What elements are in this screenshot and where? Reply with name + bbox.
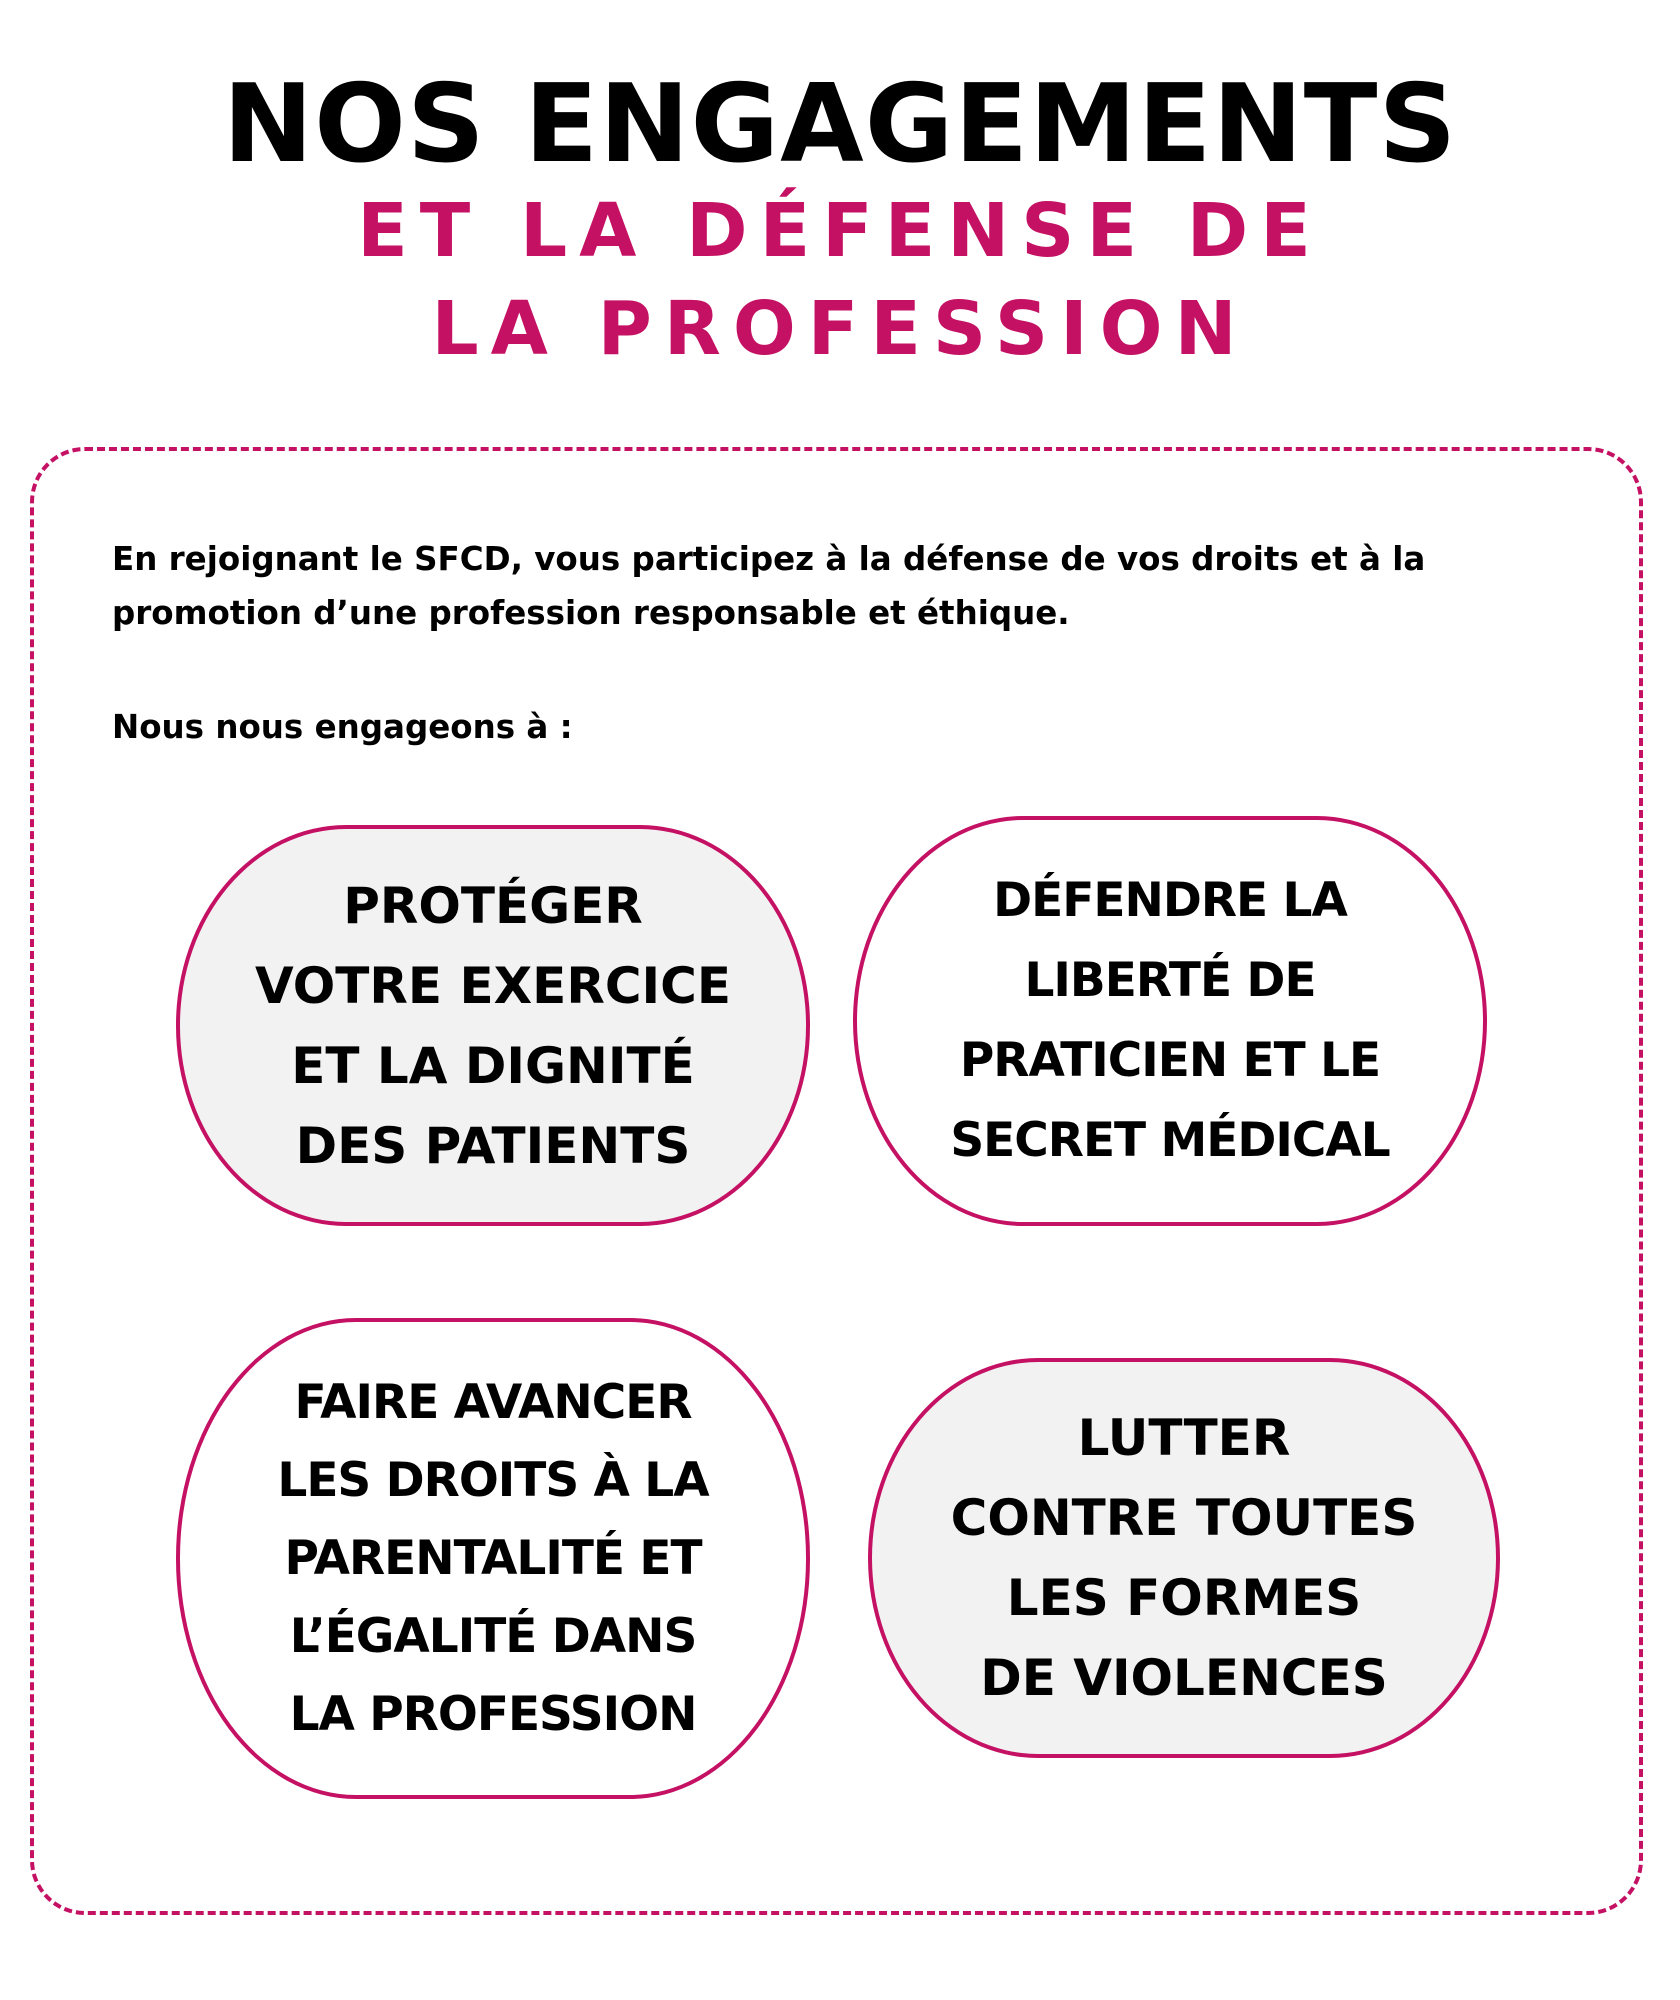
commitment-parenthood-rights <box>176 1318 810 1799</box>
commitments-lead: Nous nous engageons à : <box>112 708 573 746</box>
commitment-protect-practice <box>176 825 810 1226</box>
commitment-text: FAIRE AVANCER LES DROITS À LA PARENTALITÉ ET L’ÉGALITÉ DANS LA PROFESSION <box>277 1374 709 1742</box>
subtitle-line-2: LA PROFESSION <box>431 286 1249 372</box>
commitment-defend-freedom <box>853 816 1487 1226</box>
commitment-text: LUTTER CONTRE TOUTES LES FORMES DE VIOLENCES <box>950 1409 1418 1707</box>
page-title: NOS ENGAGEMENTS <box>222 62 1458 187</box>
intro-paragraph: En rejoignant le SFCD, vous participez à la défense de vos droits et à la promotion d’une profession responsable et éthique. <box>112 540 1426 632</box>
commitment-text: PROTÉGER VOTRE EXERCICE ET LA DIGNITÉ DES PATIENTS <box>254 876 731 1175</box>
subtitle-line-1: ET LA DÉFENSE DE <box>357 188 1323 274</box>
commitment-fight-violence <box>868 1358 1500 1758</box>
commitment-text: DÉFENDRE LA LIBERTÉ DE PRATICIEN ET LE SECRET MÉDICAL <box>950 873 1390 1168</box>
page-subtitle <box>0 182 1680 378</box>
